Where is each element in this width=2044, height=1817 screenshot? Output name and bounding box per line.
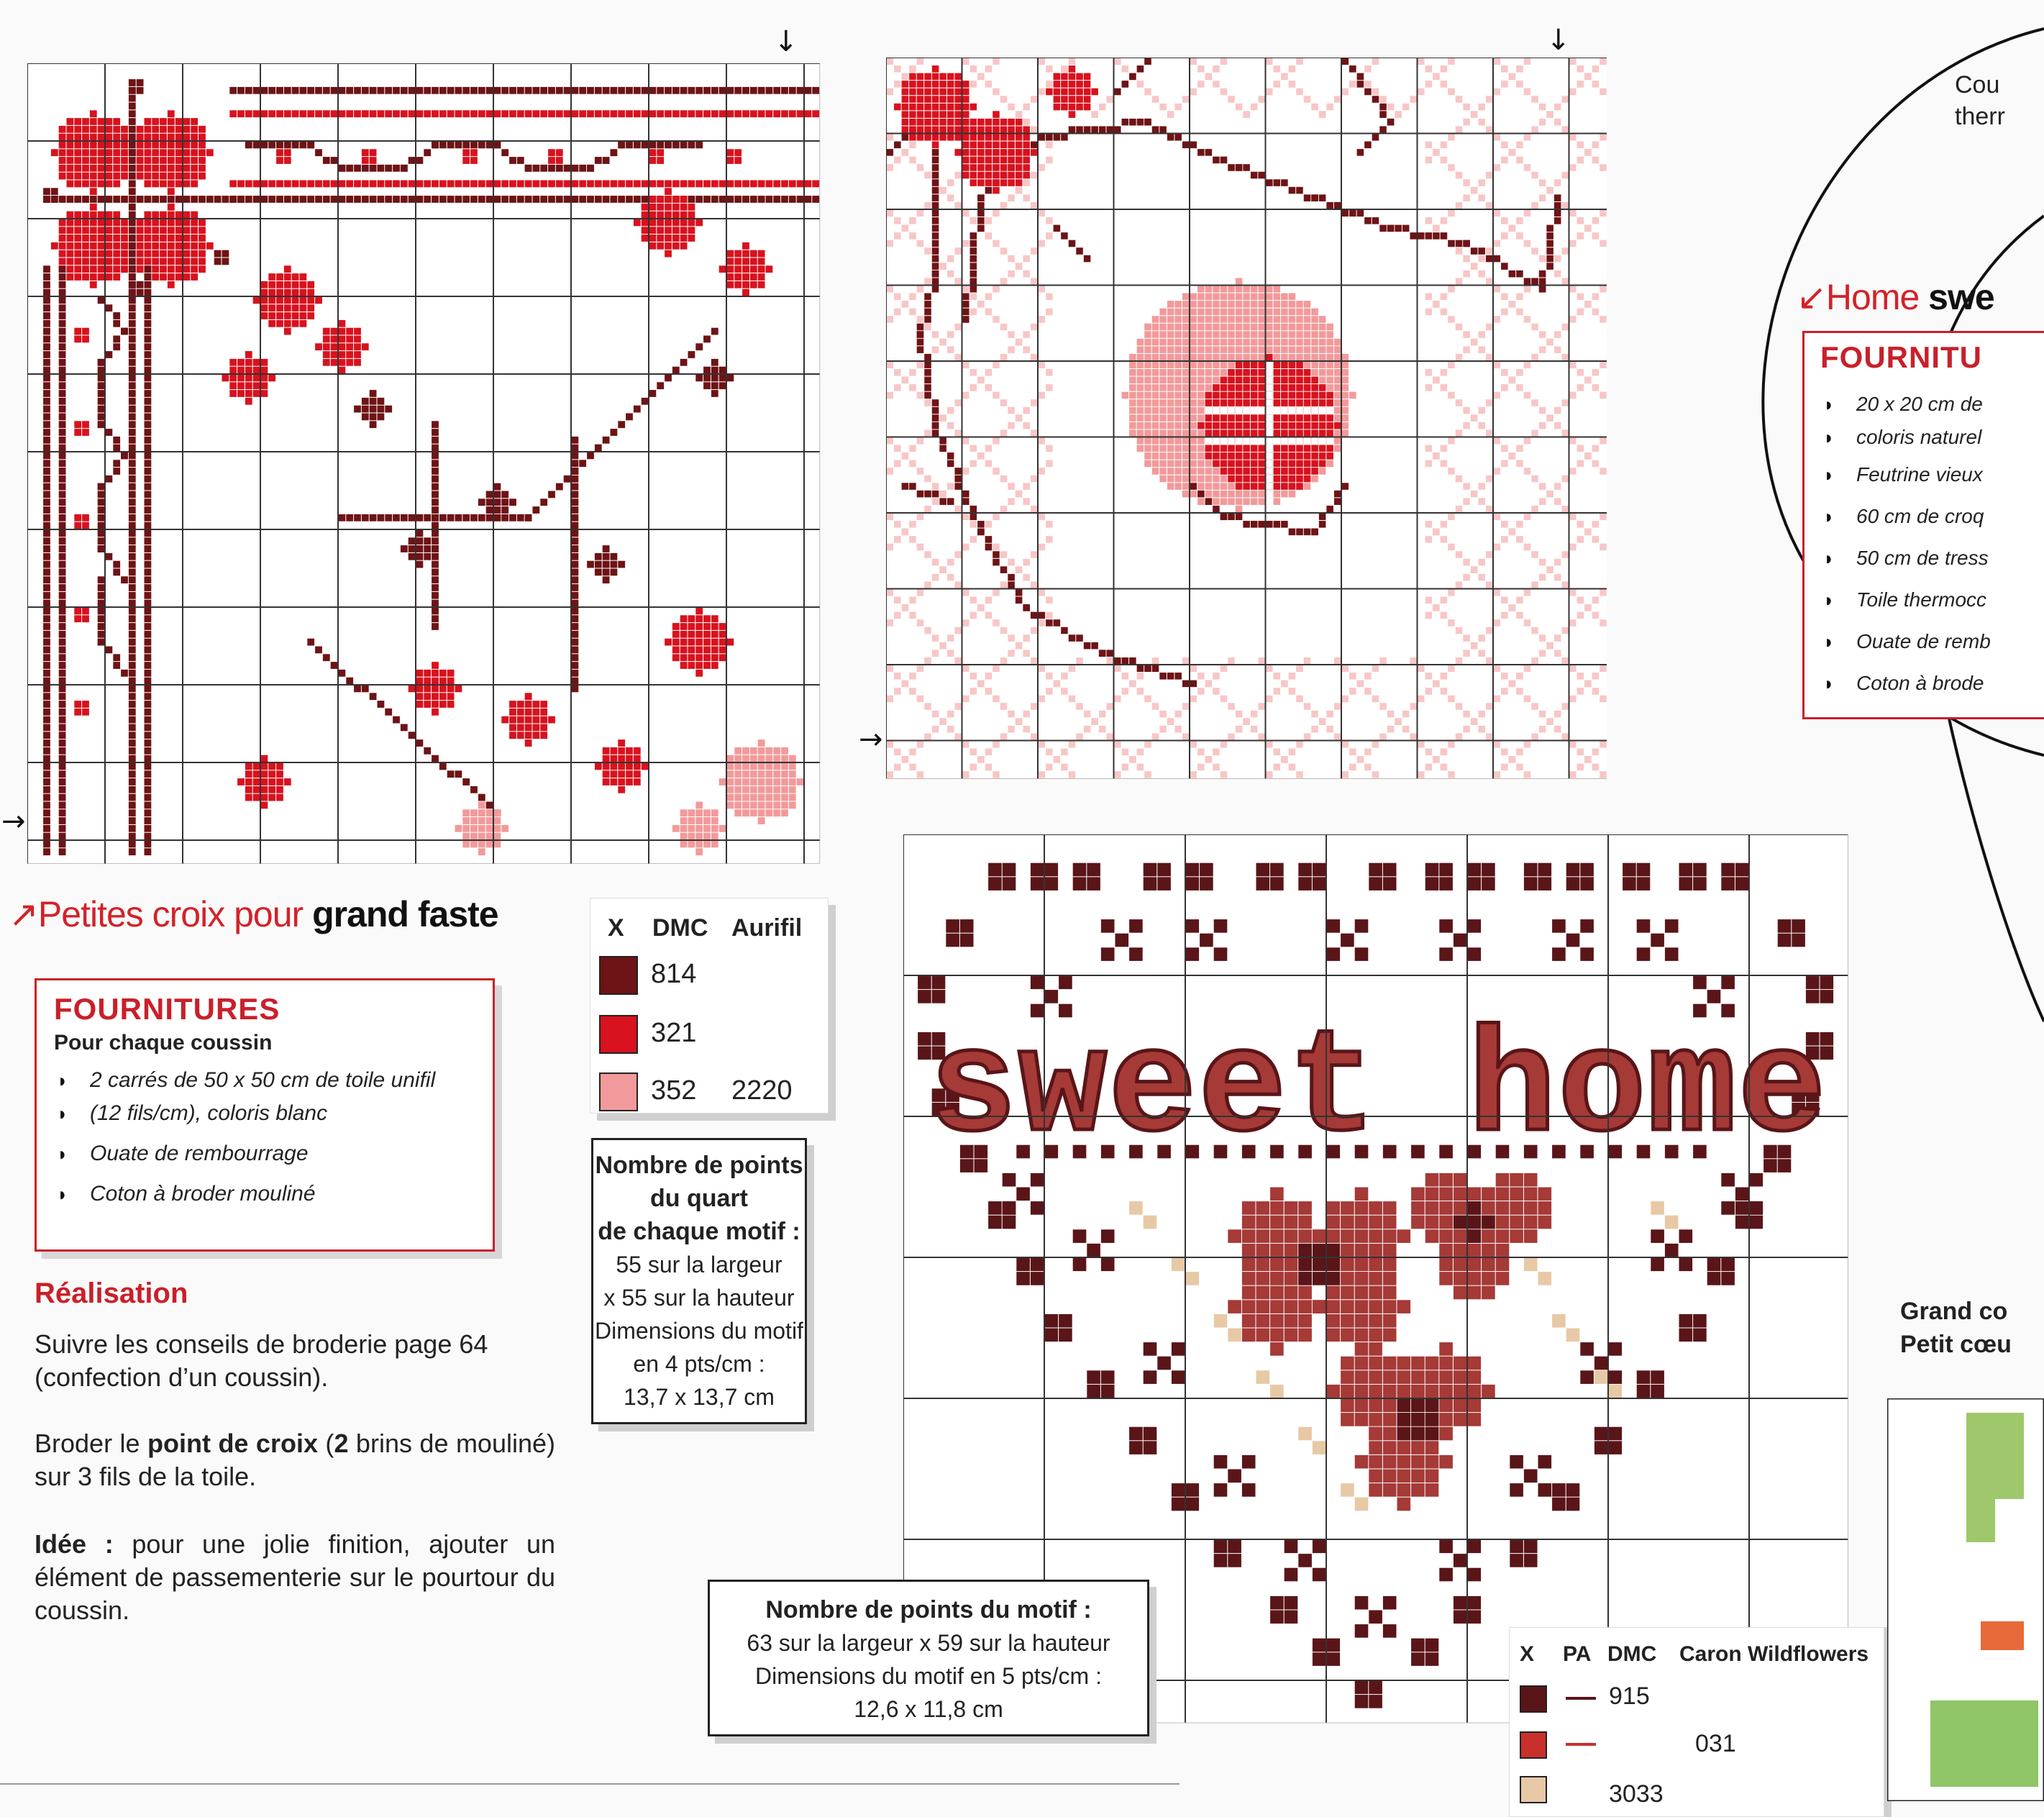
supplies-right-item: ◗ Coton à brode [1820,662,2044,704]
realisation-p3 [35,1528,555,1627]
right-grand-text [1900,1295,2012,1361]
supplies-item: ◗ Ouate de rembourrage [54,1137,478,1170]
legend1-header-x: X [608,914,624,942]
heading-arrow-icon: ↗ [9,894,38,934]
section-heading-right [1797,276,1994,318]
supplies-right-item: ◗ 20 x 20 cm de [1820,388,2044,421]
legend2-caron-031: 031 [1695,1730,1736,1757]
supplies-right-list [1820,388,2044,704]
right-chart-fragment [1887,1398,2044,1801]
section-heading-left [9,893,498,935]
p2-text-a: Broder le [35,1429,148,1458]
info2-l3: Dimensions du motif en 5 pts/cm : [755,1663,1102,1689]
legend1-swatch-352 [599,1073,638,1111]
supplies-item: ◗ 2 carrés de 50 x 50 cm de toile unifil [54,1064,478,1097]
supplies-right-item: ◗ Toile thermocc [1820,579,2044,621]
legend1-dmc-321: 321 [651,1018,697,1048]
chart2-grid [886,58,1607,780]
right-grand-l2: Petit cœu [1900,1331,2012,1358]
realisation-p1: Suivre les conseils de broderie page 64 (confection d’un coussin). [35,1329,488,1392]
legend2-dmc-3033: 3033 [1609,1780,1664,1808]
heading-right-prefix: Home [1825,277,1929,317]
bottom-strip-fragment [0,1777,1180,1816]
legend1-header-aurifil: Aurifil [731,914,803,942]
stitch-count-box-2 [708,1580,1149,1736]
supplies-subtitle: Pour chaque coussin [54,1031,273,1055]
legend2-header-dmc: DMC [1607,1642,1657,1666]
supplies-right-item: ◗ Ouate de remb [1820,621,2044,662]
info1-l8: 13,7 x 13,7 cm [624,1384,775,1410]
info1-l6: Dimensions du motif [595,1318,803,1344]
info1-l7: en 4 pts/cm : [633,1351,765,1377]
heading-prefix: Petites croix pour [37,894,313,934]
chart-bellflower [886,58,1607,780]
supplies-item: ◗ Coton à broder mouliné [54,1178,478,1211]
supplies-box [35,978,495,1252]
p2-text-c: ( [317,1429,334,1458]
legend1-aurifil-2220: 2220 [731,1075,793,1106]
legend2-dmc-915: 915 [1609,1682,1650,1710]
sweet-home-text: sweet home [928,1006,1828,1174]
legend1-dmc-814: 814 [651,959,697,989]
legend2-swatch-3033 [1520,1776,1547,1803]
heading-right-arrow-icon: ↙ [1797,277,1826,317]
info1-title-l1: Nombre de points [595,1152,803,1179]
info1-l4: 55 sur la largeur [616,1252,783,1278]
color-legend-1 [590,898,829,1114]
legend2-swatch-915 [1520,1685,1547,1713]
supplies-title: FOURNITURES [54,992,280,1026]
supplies-right-item: ◗ Feutrine vieux [1820,454,2044,496]
legend1-swatch-814 [599,956,638,995]
p2-bold-b: point de croix [147,1429,318,1458]
legend2-swatch-031 [1520,1731,1547,1759]
chart-floral-corner [27,63,826,869]
heading-right-bold: swe [1928,277,1994,317]
info1-title-l3: de chaque motif : [598,1218,800,1245]
legend1-swatch-321 [599,1015,638,1054]
realisation-p2 [35,1427,555,1493]
supplies-right-item: ◗ 50 cm de tress [1820,537,2044,579]
legend2-header-x: X [1520,1642,1535,1666]
info2-title: Nombre de points du motif : [765,1596,1092,1624]
p3-bold-a: Idée : [35,1529,114,1559]
center-arrow-left-1: → [1,805,26,838]
right-top-text [1955,69,2005,132]
p2-bold-d: 2 [334,1429,349,1458]
p2-text-e: brins de mouliné) sur 3 fils de la toile. [35,1429,555,1491]
stitch-count-box-1 [591,1138,807,1424]
right-top-l2: therr [1955,103,2005,130]
center-arrow-top-2: ↓ [1546,24,1571,57]
right-top-l1: Cou [1955,71,2000,99]
supplies-list [54,1064,478,1211]
heading-bold: grand faste [312,894,498,934]
supplies-right-title: FOURNITU [1820,340,1982,374]
info2-l2: 63 sur la largeur x 59 sur la hauteur [747,1630,1110,1656]
info1-l5: x 55 sur la hauteur [603,1285,795,1311]
center-arrow-top-1: ↓ [774,25,798,58]
legend1-dmc-352: 352 [651,1075,697,1106]
info1-title-l2: du quart [650,1185,748,1212]
supplies-item-cont: ◗ (12 fils/cm), coloris blanc [54,1097,478,1130]
info2-l4: 12,6 x 11,8 cm [854,1696,1003,1722]
supplies-right-item-cont: ◗ coloris naturel [1820,421,2044,454]
p3-text-b: pour une jolie finition, ajouter un élément de passementerie sur le pourtour du coussin. [35,1529,555,1625]
realisation-title: Réalisation [35,1278,188,1309]
right-grand-l1: Grand co [1900,1298,2008,1325]
legend2-line-915 [1566,1697,1596,1700]
legend2-line-031 [1566,1743,1596,1746]
center-arrow-left-2: → [859,723,883,756]
legend2-header-caron: Caron Wildflowers [1679,1642,1869,1666]
legend1-header-dmc: DMC [652,914,708,942]
supplies-right-item: ◗ 60 cm de croq [1820,496,2044,537]
chart1-grid [27,63,826,869]
legend2-header-pa: PA [1563,1642,1592,1666]
supplies-box-right [1802,331,2044,719]
